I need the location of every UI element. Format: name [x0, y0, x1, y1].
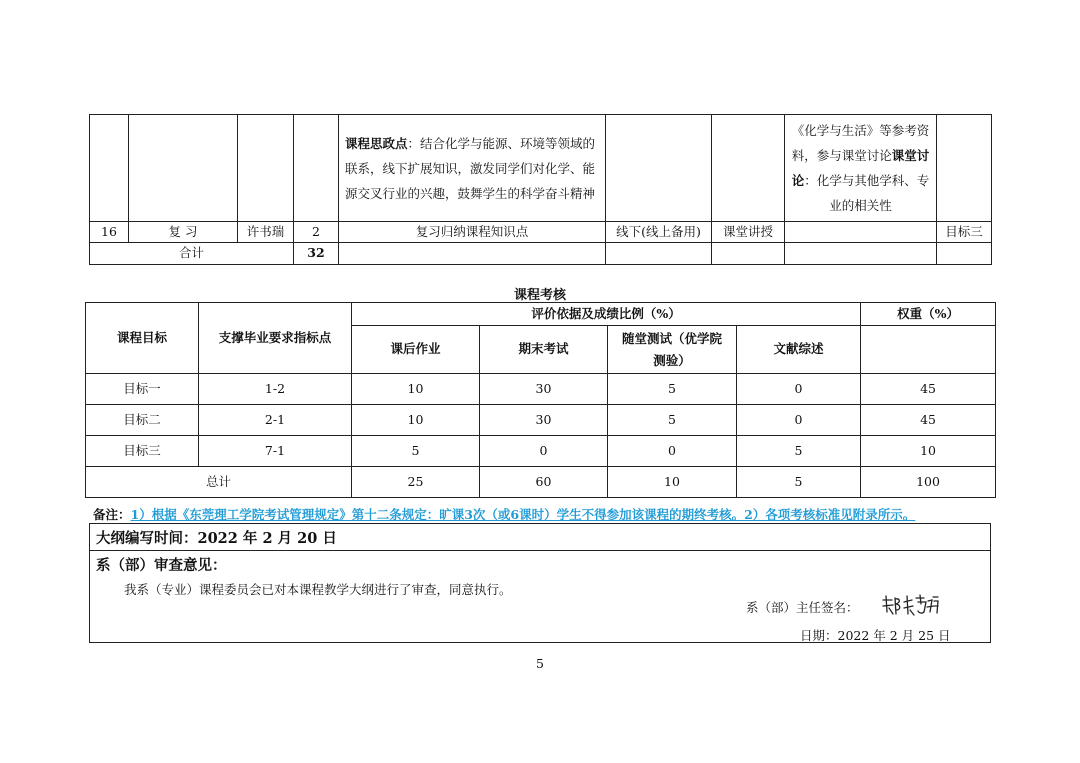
row-quiz: 0	[608, 436, 737, 467]
row-literature: 0	[737, 405, 861, 436]
row-indicator: 7-1	[199, 436, 352, 467]
outline-time: 大纲编写时间：2022 年 2 月 20 日	[96, 530, 337, 547]
reference-text: 《化学与生活》等参考资料，参与课堂讨论	[791, 123, 930, 163]
review-text: 我系（专业）课程委员会已对本课程教学大纲进行了审查，同意执行。	[124, 582, 512, 597]
schedule-row-review	[90, 222, 992, 243]
assessment-row	[86, 374, 996, 405]
row-literature: 5	[737, 436, 861, 467]
note-link[interactable]: 1）根据《东莞理工学院考试管理规定》第十二条规定：旷课3次（或6课时）学生不得参加该课程的期终考核。2）各项考核标准见附录所示。	[130, 507, 916, 522]
total-quiz: 10	[608, 467, 737, 498]
page-number: 5	[536, 656, 544, 671]
session-number: 16	[90, 222, 129, 243]
row-homework: 10	[352, 405, 480, 436]
total-label: 总计	[86, 467, 352, 498]
note	[93, 505, 915, 523]
session-hours: 2	[294, 222, 339, 243]
discussion-text: ：化学与其他学科、专业的相关性	[804, 173, 930, 213]
schedule-table	[89, 114, 992, 265]
assessment-row	[86, 405, 996, 436]
row-literature: 0	[737, 374, 861, 405]
ideology-cell	[339, 115, 606, 222]
review-date: 日期：2022 年 2 月 25 日	[800, 628, 951, 643]
row-homework: 10	[352, 374, 480, 405]
row-final-exam: 30	[480, 405, 608, 436]
note-label: 备注：	[93, 507, 131, 522]
row-weight: 10	[861, 436, 996, 467]
total-weight: 100	[861, 467, 996, 498]
assessment-total-row	[86, 467, 996, 498]
header-weight: 权重（%）	[861, 303, 996, 326]
header-final-exam: 期末考试	[480, 326, 608, 374]
total-literature: 5	[737, 467, 861, 498]
header-quiz: 随堂测试（优学院测验）	[608, 326, 737, 374]
total-final-exam: 60	[480, 467, 608, 498]
row-final-exam: 30	[480, 374, 608, 405]
header-literature-review: 文献综述	[737, 326, 861, 374]
session-topic: 复 习	[129, 222, 238, 243]
ideology-label: 课程思政点	[345, 135, 408, 151]
row-goal: 目标二	[86, 405, 199, 436]
assessment-title: 课程考核	[513, 288, 566, 303]
row-weight: 45	[861, 405, 996, 436]
assessment-table	[85, 302, 996, 498]
row-quiz: 5	[608, 374, 737, 405]
row-goal: 目标一	[86, 374, 199, 405]
discussion-label: 课堂讨论	[791, 148, 930, 188]
total-homework: 25	[352, 467, 480, 498]
header-goal: 课程目标	[86, 303, 199, 374]
signature	[880, 592, 940, 618]
session-content: 复习归纳课程知识点	[339, 222, 606, 243]
row-weight: 45	[861, 374, 996, 405]
ideology-text: ：结合化学与能源、环境等领域的联系，线下扩展知识，激发同学们对化学、能源交叉行业的兴趣，鼓舞学生的科学奋斗精神	[345, 135, 596, 201]
row-indicator: 2-1	[199, 405, 352, 436]
session-method: 课堂讲授	[712, 222, 785, 243]
assessment-row	[86, 436, 996, 467]
schedule-total-label: 合计	[90, 243, 294, 265]
sign-label: 系（部）主任签名：	[746, 600, 859, 615]
session-goal: 目标三	[937, 222, 992, 243]
assessment-header-row-1	[86, 303, 996, 326]
header-basis: 评价依据及成绩比例（%）	[352, 303, 861, 326]
header-homework: 课后作业	[352, 326, 480, 374]
schedule-total-hours: 32	[294, 243, 339, 265]
schedule-total-row	[90, 243, 992, 265]
row-quiz: 5	[608, 405, 737, 436]
review-title: 系（部）审查意见：	[96, 557, 227, 574]
review-box	[89, 549, 991, 643]
row-indicator: 1-2	[199, 374, 352, 405]
session-mode: 线下(线上备用)	[606, 222, 712, 243]
session-teacher: 许书瑞	[238, 222, 294, 243]
row-final-exam: 0	[480, 436, 608, 467]
reference-cell	[785, 115, 937, 222]
schedule-row-ideology	[90, 115, 992, 222]
row-goal: 目标三	[86, 436, 199, 467]
outline-time-box	[89, 523, 991, 551]
header-indicator: 支撑毕业要求指标点	[199, 303, 352, 374]
row-homework: 5	[352, 436, 480, 467]
